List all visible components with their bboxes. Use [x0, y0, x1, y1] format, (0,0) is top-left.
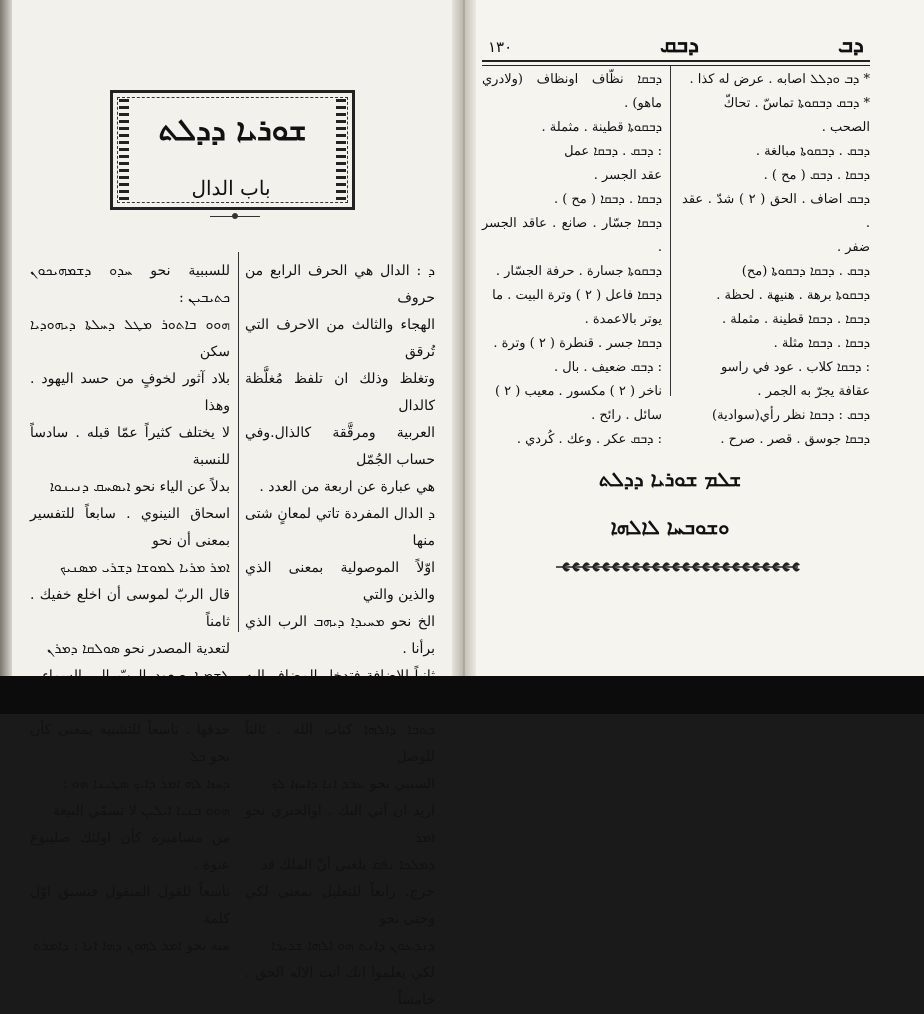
text-line: ܕ : الدال هي الحرف الرابع من حروف	[245, 263, 435, 306]
dictionary-entry-line: عقافة يجرّ به الجمر .	[757, 384, 870, 399]
dictionary-entry-line: يوتر بالاعمدة .	[584, 312, 662, 327]
dictionary-entry-line: عقد الجسر .	[593, 168, 662, 183]
text-line: ܕܢܕܥܘܢ ܕܐܢܬ ܗܘ ܐܠܗܐ ܫܪܝܪܐ	[271, 938, 435, 954]
dictionary-entry-line: * ܕܒ ܘܕܠܠ اصابه . عرض له كذا .	[689, 72, 870, 87]
text-line: خرج. رابعاً للتعليل بمعنى لكي وحتى نحو	[245, 884, 435, 927]
heading-rule	[210, 216, 260, 217]
dictionary-entry-line: ܕܒܩܐ . ܕܒܩܐ مثلة .	[773, 336, 870, 351]
dictionary-entry-line: سائل . رائح .	[591, 408, 662, 423]
text-line: للسببية نحو ܚܕܘ ܕܫܡܗܝܟܘܢ ܟܬܝܒܝܢ :	[30, 263, 230, 306]
text-line: وتغلظ وذلك ان تلفظ مُغلَّظة كالدال	[245, 371, 435, 414]
dictionary-entry-line: * ܕܒܩ ܕܒܩܘܬܐ تماسّ . تحاكّ	[723, 96, 870, 111]
text-line: لكي يعلموا انك انت الاله الحق . خامساً	[245, 965, 435, 1008]
dictionary-entry-line: : ܕܒܩܐ كلاب . عود في راسو	[720, 360, 870, 375]
dictionary-entry-line: ܕܒܩ . ܕܒܩܐ ܕܒܩܘܬܐ (مح)	[741, 264, 870, 279]
dictionary-entry-line: ܕܒܩܘܬܐ قطينة . مثملة .	[541, 120, 662, 135]
dictionary-entry-line: ܕܒܩܐ . ܕܒܩܐ ( مح ) .	[553, 192, 662, 207]
dictionary-entry-line: ܕܒܩܐ . ܕܒܩܐ قطينة . مثملة .	[721, 312, 870, 327]
dictionary-entry-line: : ܕܒܩ عكر . وعك . كُردي .	[516, 432, 662, 447]
book-gutter	[452, 0, 476, 676]
text-line: العربية ومرقَّقة كالذال.وفي حساب الجُمّل	[245, 425, 435, 468]
text-line: اسحاق النينوي . سابعاً للتفسير بمعنى أن نحو	[30, 506, 230, 549]
dictionary-entry-line: ܕܒܩܐ جوسق . قصر . صرح .	[720, 432, 870, 447]
text-line: ܕ الدال المفردة تاتي لمعانٍ شتى منها	[245, 506, 435, 549]
colophon-line: ܫܠܡ ܫܘܪܝܐ ܕܕܠܬ	[598, 467, 742, 491]
text-line: ܗܘܘ ܒܢܝܐ ܐܝܠܝܢ لا تسمّي البيعة	[52, 803, 230, 819]
dictionary-entry-line: ܕܒܩܘܬܐ برهة . هنيهة . لحظة .	[716, 288, 870, 303]
header-rule	[482, 60, 870, 66]
colophon-line: ܘܫܘܒܚܐ ܠܐܠܗܐ	[610, 515, 730, 539]
dictionary-entry-line: ܕܒܩ : ܕܒܩܐ نظر رأي(سوادية)	[712, 408, 870, 423]
left-page-left-column	[30, 258, 230, 960]
dictionary-entry-line: الصحب .	[821, 120, 870, 135]
text-line: هي عبارة عن اربعة من العدد .	[259, 479, 435, 495]
left-page-right-column	[245, 258, 435, 1014]
right-page-right-column	[682, 68, 870, 452]
text-line: اوّلاً الموصولية بمعنى الذي والذين والتي	[245, 560, 435, 603]
vine-ornament	[552, 556, 802, 578]
page-number: ١٣٠	[488, 38, 513, 56]
syriac-colophon	[560, 445, 780, 561]
column-divider	[238, 252, 239, 632]
left-page	[0, 0, 462, 1008]
text-line: اريد ان آتي اليك . اوالخبري نحو ܐܡܪ	[245, 803, 435, 846]
text-line: حذفها . تاسعاً للتشبيه بمعنى كأن نحو ܟܠ	[30, 722, 230, 765]
dictionary-entry-line: : ܕܒܩ . ܕܒܩܐ عمل	[564, 144, 662, 159]
right-page-left-column	[482, 68, 662, 452]
scan-bottom-edge	[0, 676, 924, 714]
dictionary-entry-line: : ܕܒܩ ضعيف . بال .	[553, 360, 662, 375]
text-line: الخ نحو ܡܚܝܕܐ ܕܝܗܒ الرب الذي برأنا .	[245, 614, 435, 657]
dictionary-entry-line: ܕܒܩܐ جسّار . صانع . عاقد الجسر .	[482, 216, 662, 255]
text-line: السببي نحو ܥܒܕ ܐܢܐ ܕܐܚܙܐ ܠܟ	[271, 776, 435, 792]
column-divider	[670, 66, 671, 396]
text-line: ܟܬܒܐ ܕܐܠܗܐ كتاب الله . ثالثاً للوصل	[245, 722, 435, 765]
text-line: لتعدية المصدر نحو ܣܘܠܩܐ ܕܡܪܢ	[46, 641, 230, 657]
running-head-word: ܕܒܩ	[660, 32, 699, 58]
text-line: منه نحو ܐܡܪ ܠܗܘܢ ܕܗܐ ܐܢܐ : ܕܐܡܪܬ	[32, 938, 230, 954]
dictionary-entry-line: ضفر .	[836, 240, 870, 255]
dictionary-entry-line: ܕܒܩ . ܕܒܩܘܬܐ مبالغة .	[755, 144, 870, 159]
text-line: تاسعاً للقول المنقول فتسبق اوّل كلمة	[30, 884, 230, 927]
dictionary-entry-line: ناخر ( ٢ ) مكسور . معيب ( ٢ )	[494, 384, 662, 399]
text-line: الهجاء والثالث من الاحرف التي تُرقق	[245, 317, 435, 360]
running-head-root: ܕܒ	[838, 32, 864, 58]
text-line: ܐܡܪ ܡܪܝܐ ܠܡܘܫܐ ܕܫܪܝ ܡܣܢܝܟ	[59, 560, 230, 576]
dictionary-entry-line: ܕܒܩܐ نظّاف اونظاف (ولادري ماهو) .	[482, 72, 662, 111]
text-line: لا يختلف كثيراً عمّا قبله . سادساً للنسبة	[30, 425, 230, 468]
dictionary-entry-line: ܕܒܩ اضاف . الحق ( ٢ ) شدّ . عقد .	[682, 192, 870, 231]
syriac-chapter-heading: ܫܘܪܝܐ ܕܕܠܬ	[158, 113, 307, 148]
text-line: من مساميره كأن اولئك صليبوع عنوة .	[30, 830, 230, 873]
text-line: ܕܡܠܟܐ ܢܦܩ بلغني أنّ الملك قد	[260, 857, 435, 873]
text-line: ܗܘܘ ܒܐܬܘܪ ܡܛܠ ܕܚܠܬܐ ܕܝܗܘܕܝܐ سكن	[30, 317, 230, 360]
text-line: قال الربّ لموسى أن اخلع خفيك . ثامناً	[30, 587, 230, 630]
text-line: بدلاً عن الياء نحو ܐܝܣܚܩ ܕܢܝܢܘܐ	[49, 479, 230, 495]
arabic-chapter-heading: باب الدال	[191, 176, 271, 200]
page-edge	[0, 0, 12, 676]
dictionary-entry-line: ܕܒܩܘܬܐ جسارة . حرفة الجسّار .	[495, 264, 662, 279]
text-line: بلاد آثور لخوفٍ من حسد اليهود . وهذا	[30, 371, 230, 414]
dictionary-entry-line: ܕܒܩܐ جسر . قنطرة ( ٢ ) وترة .	[493, 336, 662, 351]
dictionary-entry-line: ܕܒܩܐ فاعل ( ٢ ) وترة البيت . ما	[492, 288, 662, 303]
dictionary-entry-line: ܕܒܩܐ . ܕܒܩ ( مح ) .	[763, 168, 870, 183]
text-line: ܕܚܙܐ ܠܗ ܐܡܪ ܕܐܝܟ ܣܛܝܢܐ ܗܘ :	[62, 776, 230, 792]
